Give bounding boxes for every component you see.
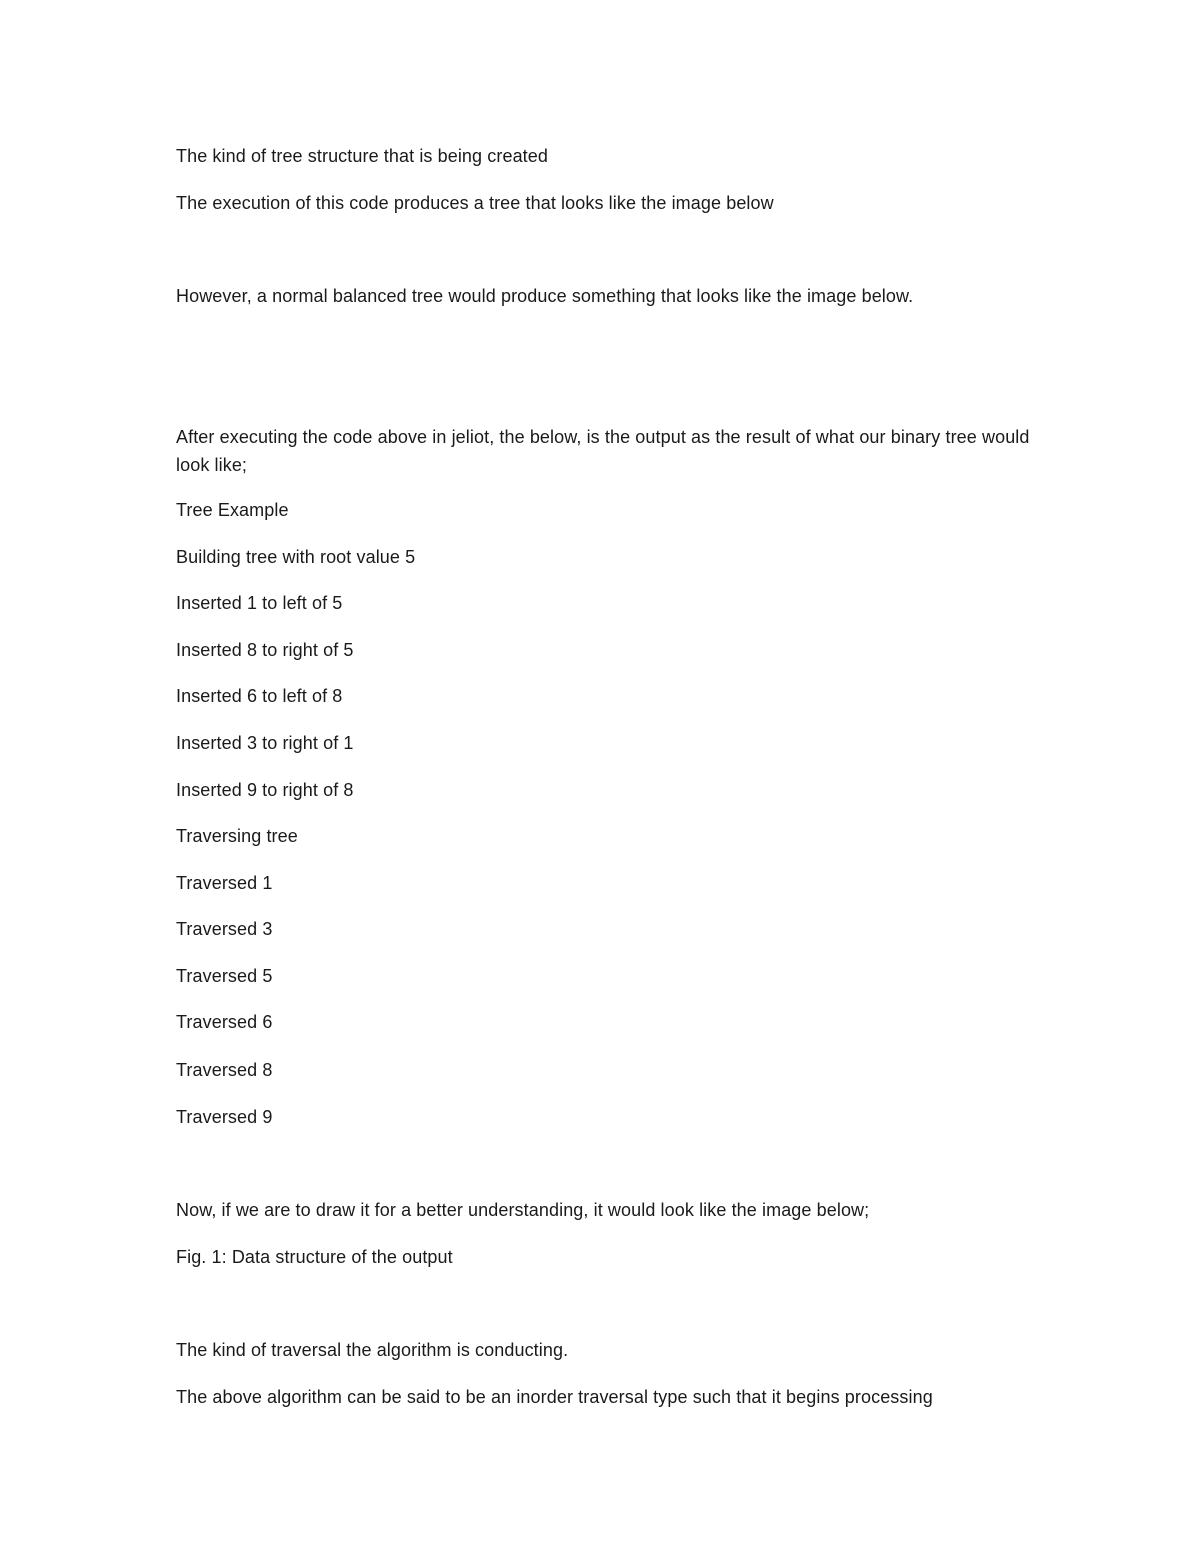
output-line: Traversed 9 xyxy=(176,1107,273,1127)
paragraph-after-executing: After executing the code above in jeliot, the below, is the output as the result of what our binary tree would look like; xyxy=(176,427,1030,475)
output-line: Inserted 1 to left of 5 xyxy=(176,593,343,613)
paragraph-balanced-tree: However, a normal balanced tree would produce something that looks like the image below. xyxy=(176,286,914,306)
output-line: Inserted 3 to right of 1 xyxy=(176,733,354,753)
output-line: Traversing tree xyxy=(176,826,298,846)
paragraph-traversal-heading: The kind of traversal the algorithm is conducting. xyxy=(176,1340,569,1360)
output-line: Tree Example xyxy=(176,500,289,520)
output-line: Traversed 8 xyxy=(176,1060,273,1080)
output-line: Building tree with root value 5 xyxy=(176,547,416,567)
paragraph-execution-produces: The execution of this code produces a tree that looks like the image below xyxy=(176,193,774,213)
output-line: Traversed 5 xyxy=(176,966,273,986)
output-line: Inserted 9 to right of 8 xyxy=(176,780,354,800)
output-line: Traversed 3 xyxy=(176,919,273,939)
output-line: Inserted 6 to left of 8 xyxy=(176,686,343,706)
paragraph-inorder: The above algorithm can be said to be an inorder traversal type such that it begins processing xyxy=(176,1387,933,1407)
figure-caption: Fig. 1: Data structure of the output xyxy=(176,1247,453,1267)
output-line: Inserted 8 to right of 5 xyxy=(176,640,354,660)
paragraph-draw-it: Now, if we are to draw it for a better understanding, it would look like the image below; xyxy=(176,1200,870,1220)
output-line: Traversed 6 xyxy=(176,1012,273,1032)
output-line: Traversed 1 xyxy=(176,873,273,893)
paragraph-tree-structure-heading: The kind of tree structure that is being created xyxy=(176,146,548,166)
